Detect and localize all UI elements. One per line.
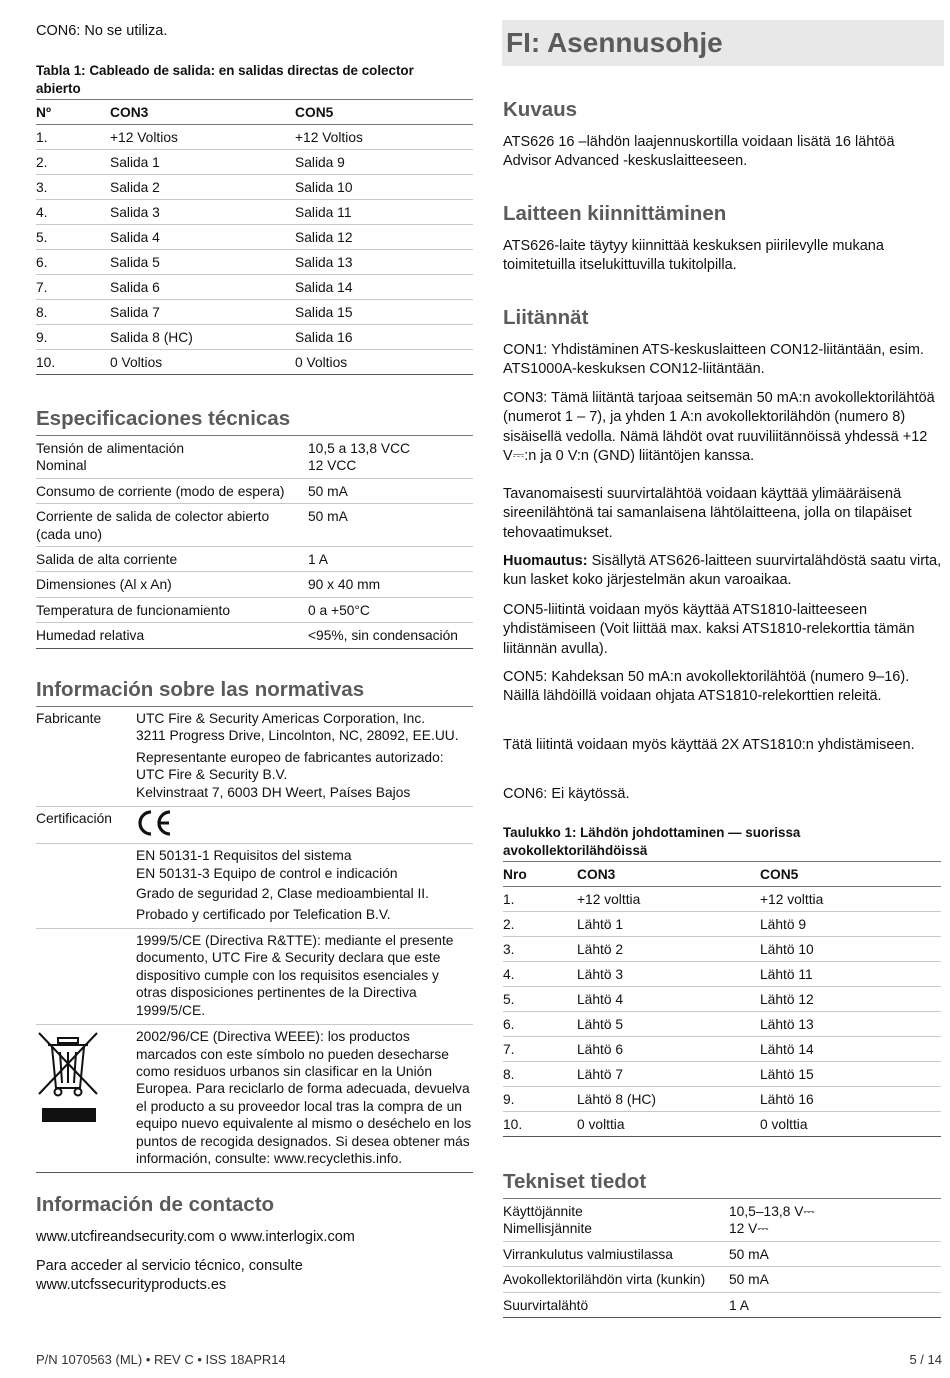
table-cell: 3. xyxy=(503,937,577,962)
contact-line: Para acceder al servicio técnico, consulte xyxy=(36,1258,303,1274)
table-cell: 0 volttia xyxy=(760,1112,941,1137)
table1-caption: Tabla 1: Cableado de salida: en salidas directas de colector abierto xyxy=(36,63,414,96)
con5c-text: Tätä liitintä voidaan myös käyttää 2X ATS1810:n yhdistämiseen. xyxy=(503,737,915,753)
table-cell: 0 volttia xyxy=(577,1112,760,1137)
spec-value-line: 12 VCC xyxy=(308,458,357,474)
norms-table xyxy=(36,706,473,1173)
table-row xyxy=(503,1112,941,1137)
standards-value xyxy=(136,844,473,929)
table-cell: Salida 3 xyxy=(110,200,295,225)
table-cell: Salida 7 xyxy=(110,300,295,325)
table-row xyxy=(36,200,473,225)
table-cell: Lähtö 16 xyxy=(760,1087,941,1112)
spec-key-line: Nominal xyxy=(36,458,87,474)
specs-heading: Especificaciones técnicas xyxy=(36,407,291,430)
table-cell: Lähtö 11 xyxy=(760,962,941,987)
ce-mark-icon xyxy=(136,809,174,837)
rtte-row xyxy=(36,929,473,1025)
spec-value xyxy=(729,1292,941,1317)
fi-specs-heading: Tekniset tiedot xyxy=(503,1170,647,1193)
spec-row xyxy=(36,436,473,479)
tested-line: Probado y certificado por Telefication B.V. xyxy=(136,906,391,922)
manufacturer-row xyxy=(36,707,473,807)
table-cell: Lähtö 9 xyxy=(760,912,941,937)
table-cell: 7. xyxy=(503,1037,577,1062)
spec-row xyxy=(36,547,473,572)
spec-key-line: Corriente de salida de colector abierto xyxy=(36,509,270,525)
certification-label: Certificación xyxy=(36,807,136,844)
connections-heading: Liitännät xyxy=(503,306,589,329)
contact-line: www.utcfireandsecurity.com o www.interlogix.com xyxy=(36,1229,355,1245)
table-cell: Lähtö 1 xyxy=(577,912,760,937)
manufacturer-line: UTC Fire & Security Americas Corporation, Inc. xyxy=(136,711,426,726)
table-cell: Lähtö 4 xyxy=(577,987,760,1012)
table-cell: 4. xyxy=(503,962,577,987)
spec-key-line: Temperatura de funcionamiento xyxy=(36,602,231,618)
table-row xyxy=(36,125,473,150)
spec-value xyxy=(308,547,473,572)
table-cell: 6. xyxy=(503,1012,577,1037)
spec-value xyxy=(308,478,473,503)
table-cell: +12 volttia xyxy=(760,887,941,912)
note-label: Huomautus: xyxy=(503,553,588,569)
manufacturer-line: 3211 Progress Drive, Lincolnton, NC, 28092, EE.UU. xyxy=(136,728,459,744)
table-row xyxy=(36,250,473,275)
contact-line: www.utcfssecurityproducts.es xyxy=(36,1277,227,1293)
con3-text: CON3: Tämä liitäntä tarjoaa seitsemän 50 mA:n avokollektorilähtöä (numerot 1 – 7), ja yhden 1 A:n avokollektorilähdön (numero 8) sisäisellä vedolla. Nämä lähdöt ovat ruuviliitännöissä yhdessä +12 V⎓:n ja 0 V:n (GND) liitäntöjen kanssa. xyxy=(503,390,935,465)
spec-value xyxy=(308,572,473,597)
weee-row xyxy=(36,1025,473,1173)
table-cell: Salida 10 xyxy=(295,175,473,200)
table-row xyxy=(36,175,473,200)
norms-heading: Información sobre las normativas xyxy=(36,678,365,701)
spec-key-line: Käyttöjännite xyxy=(503,1204,583,1219)
spec-value-line: 50 mA xyxy=(729,1246,769,1262)
col-header: Nº xyxy=(36,100,110,125)
ce-mark-cell xyxy=(136,807,473,844)
rep-line: Kelvinstraat 7, 6003 DH Weert, Países Bajos xyxy=(136,784,411,800)
table-row xyxy=(36,350,473,375)
table-cell: 3. xyxy=(36,175,110,200)
table-cell: Lähtö 6 xyxy=(577,1037,760,1062)
footer-part-number: P/N 1070563 (ML) • REV C • ISS 18APR14 xyxy=(36,1352,286,1367)
rep-line: Representante europeo de fabricantes autorizado: xyxy=(136,749,444,765)
table-cell: 9. xyxy=(36,325,110,350)
table-cell: Salida 8 (HC) xyxy=(110,325,295,350)
spec-key xyxy=(36,623,308,648)
con5a-text: CON5-liitintä voidaan myös käyttää ATS1810-laitteeseen yhdistämiseen (Voit liittää max. kaksi ATS1810-relekorttia tämän liitännän avulla). xyxy=(503,602,915,657)
table-cell: +12 volttia xyxy=(577,887,760,912)
spec-key xyxy=(503,1267,729,1292)
table-cell: Salida 16 xyxy=(295,325,473,350)
spec-key xyxy=(36,597,308,622)
table-header-row xyxy=(36,100,473,125)
con1-text: CON1: Yhdistäminen ATS-keskuslaitteen CON12-liitäntään, esim. ATS1000A-keskuksen CON12-liitäntään. xyxy=(503,342,924,378)
spec-row xyxy=(36,478,473,503)
spec-key xyxy=(36,547,308,572)
specs-table xyxy=(36,435,473,649)
grade-line: Grado de seguridad 2, Clase medioambiental II. xyxy=(136,886,429,902)
table-row xyxy=(36,150,473,175)
con3b-text: Tavanomaisesti suurvirtalähtöä voidaan käyttää ylimääräisenä sireenilähtönä tai samanlaisena lähtölaitteena, jolla on tilapäiset tehovaatimukset. xyxy=(503,486,912,541)
fi-specs-table xyxy=(503,1198,941,1318)
spec-value-line: 50 mA xyxy=(308,483,348,499)
spec-row xyxy=(503,1241,941,1266)
spec-key xyxy=(36,436,308,479)
table-row xyxy=(36,275,473,300)
table-cell: 5. xyxy=(36,225,110,250)
kuvaus-text: ATS626 16 –lähdön laajennuskortilla voidaan lisätä 16 lähtöä Advisor Advanced -keskuslaitteeseen. xyxy=(503,134,895,170)
table-cell: Salida 12 xyxy=(295,225,473,250)
col-header: CON5 xyxy=(760,862,941,887)
table-cell: Salida 5 xyxy=(110,250,295,275)
spec-key-line: Virrankulutus valmiustilassa xyxy=(503,1246,673,1262)
note-paragraph xyxy=(503,552,943,591)
table-cell: 9. xyxy=(503,1087,577,1112)
spec-value-line: 50 mA xyxy=(729,1272,769,1288)
table-cell: +12 Voltios xyxy=(295,125,473,150)
crossed-bin-icon xyxy=(36,1030,136,1132)
con5b-text: CON5: Kahdeksan 50 mA:n avokollektorilähtöä (numero 9–16). Näillä lähdöillä voidaan ohjata ATS1810-relekorttien releitä. xyxy=(503,669,910,705)
table-cell: Lähtö 8 (HC) xyxy=(577,1087,760,1112)
table-cell: Salida 15 xyxy=(295,300,473,325)
table-cell: 7. xyxy=(36,275,110,300)
col-header: CON3 xyxy=(577,862,760,887)
spec-value-line: 10,5 a 13,8 VCC xyxy=(308,441,411,456)
col-header: CON3 xyxy=(110,100,295,125)
spec-key-line: Dimensiones (Al x An) xyxy=(36,577,172,593)
table-cell: Lähtö 3 xyxy=(577,962,760,987)
col-header: Nro xyxy=(503,862,577,887)
manufacturer-label: Fabricante xyxy=(36,707,136,807)
spec-value xyxy=(308,436,473,479)
standards-row xyxy=(36,844,473,929)
spec-key xyxy=(36,572,308,597)
manufacturer-value xyxy=(136,707,473,807)
con6-text: CON6: Ei käytössä. xyxy=(503,786,630,802)
contact-heading: Información de contacto xyxy=(36,1193,275,1216)
table-cell: +12 Voltios xyxy=(110,125,295,150)
table-cell: 4. xyxy=(36,200,110,225)
spec-row xyxy=(36,504,473,547)
spec-key-line: Consumo de corriente (modo de espera) xyxy=(36,483,285,499)
table-cell: 5. xyxy=(503,987,577,1012)
spec-value xyxy=(729,1199,941,1242)
spec-row xyxy=(503,1292,941,1317)
spec-value-line: 50 mA xyxy=(308,509,348,525)
spec-value-line: <95%, sin condensación xyxy=(308,628,458,644)
footer-page-number: 5 / 14 xyxy=(909,1352,942,1367)
spec-key xyxy=(503,1292,729,1317)
spec-key-line: Humedad relativa xyxy=(36,628,145,644)
table-cell: Salida 6 xyxy=(110,275,295,300)
weee-icon-cell xyxy=(36,1025,136,1173)
table-cell: Salida 13 xyxy=(295,250,473,275)
table-row xyxy=(36,225,473,250)
standard-line: EN 50131-1 Requisitos del sistema xyxy=(136,848,352,864)
fi-output-wiring-table xyxy=(503,861,941,1137)
table-cell: 1. xyxy=(503,887,577,912)
spec-key xyxy=(36,504,308,547)
spec-row xyxy=(503,1199,941,1242)
spec-row xyxy=(36,597,473,622)
table-cell: Salida 2 xyxy=(110,175,295,200)
output-wiring-table xyxy=(36,99,473,375)
spec-value xyxy=(729,1241,941,1266)
spec-value-line: 10,5–13,8 V⎓ xyxy=(729,1204,815,1219)
table-cell: Salida 4 xyxy=(110,225,295,250)
table-row xyxy=(503,912,941,937)
spec-value xyxy=(729,1267,941,1292)
col-header: CON5 xyxy=(295,100,473,125)
table-cell: Lähtö 12 xyxy=(760,987,941,1012)
table-cell: Lähtö 7 xyxy=(577,1062,760,1087)
spec-key-line: Tensión de alimentación xyxy=(36,441,185,456)
mount-text: ATS626-laite täytyy kiinnittää keskuksen piirilevylle mukana toimitetuilla itselukittuvilla tukitolpilla. xyxy=(503,238,884,274)
table-cell: Salida 14 xyxy=(295,275,473,300)
table-cell: 2. xyxy=(36,150,110,175)
table-row xyxy=(503,1087,941,1112)
spec-value xyxy=(308,597,473,622)
spec-key xyxy=(503,1241,729,1266)
spec-value-line: 1 A xyxy=(308,552,328,568)
spec-row xyxy=(36,623,473,648)
spec-key-line: (cada uno) xyxy=(36,526,102,542)
table-cell: Salida 1 xyxy=(110,150,295,175)
table-row xyxy=(503,987,941,1012)
weee-text: 2002/96/CE (Directiva WEEE): los productos marcados con este símbolo no pueden desecharse como residuos urbanos sin clasificar en la Unión Europea. Para reciclarlo de forma adecuada, devuelva el producto a su proveedor local tras la compra de un equipo nuevo equivalente al mismo o deséchelo en los puntos de recogida designados. Si desea obtener más información, consulte: www.recyclethis.info. xyxy=(136,1025,473,1173)
spec-key-line: Salida de alta corriente xyxy=(36,552,178,568)
table-row xyxy=(503,937,941,962)
table-cell: 10. xyxy=(36,350,110,375)
spec-value-line: 90 x 40 mm xyxy=(308,577,381,593)
note-text: Sisällytä ATS626-laitteen suurvirtalähdöstä saatu virta, kun lasket koko järjestelmän akun varoaikaa. xyxy=(503,553,942,589)
certification-row xyxy=(36,807,473,844)
spec-key xyxy=(36,478,308,503)
table-cell: 8. xyxy=(503,1062,577,1087)
spec-row xyxy=(503,1267,941,1292)
spec-key-line: Suurvirtalähtö xyxy=(503,1297,589,1313)
table-cell: 0 Voltios xyxy=(295,350,473,375)
table-cell: Lähtö 10 xyxy=(760,937,941,962)
table-cell: 2. xyxy=(503,912,577,937)
banner-title: FI: Asennusohje xyxy=(506,27,723,58)
fi-table1-caption: Taulukko 1: Lähdön johdottaminen — suorissa avokollektorilähdöissä xyxy=(503,825,801,858)
table-cell: Lähtö 2 xyxy=(577,937,760,962)
table-row xyxy=(503,1012,941,1037)
spec-key xyxy=(503,1199,729,1242)
table-cell: Lähtö 14 xyxy=(760,1037,941,1062)
spec-value xyxy=(308,504,473,547)
standard-line: EN 50131-3 Equipo de control e indicación xyxy=(136,865,398,881)
table-row xyxy=(36,300,473,325)
table-row xyxy=(503,1062,941,1087)
table-row xyxy=(503,887,941,912)
table-cell: 8. xyxy=(36,300,110,325)
table-cell: Lähtö 5 xyxy=(577,1012,760,1037)
spec-key-line: Avokollektorilähdön virta (kunkin) xyxy=(503,1272,706,1288)
table-cell: Lähtö 15 xyxy=(760,1062,941,1087)
spec-value xyxy=(308,623,473,648)
table-cell: Salida 11 xyxy=(295,200,473,225)
table-row xyxy=(503,962,941,987)
rtte-text: 1999/5/CE (Directiva R&TTE): mediante el presente documento, UTC Fire & Security declara que este dispositivo cumple con los requisitos esenciales y otras disposiciones pertinentes de la Directiva 1999/5/CE. xyxy=(136,929,473,1025)
spec-key-line: Nimellisjännite xyxy=(503,1221,592,1237)
rep-line: UTC Fire & Security B.V. xyxy=(136,767,288,783)
spec-row xyxy=(36,572,473,597)
con6-note: CON6: No se utiliza. xyxy=(36,23,168,39)
table-header-row xyxy=(503,862,941,887)
table-cell: 1. xyxy=(36,125,110,150)
spec-value-line: 12 V⎓ xyxy=(729,1221,769,1237)
table-cell: 6. xyxy=(36,250,110,275)
table-row xyxy=(503,1037,941,1062)
table-cell: Lähtö 13 xyxy=(760,1012,941,1037)
mount-heading: Laitteen kiinnittäminen xyxy=(503,202,727,225)
table-cell: 10. xyxy=(503,1112,577,1137)
table-row xyxy=(36,325,473,350)
table-cell: Salida 9 xyxy=(295,150,473,175)
section-banner xyxy=(502,20,944,66)
kuvaus-heading: Kuvaus xyxy=(503,98,578,121)
spec-value-line: 1 A xyxy=(729,1297,749,1313)
table-cell: 0 Voltios xyxy=(110,350,295,375)
spec-value-line: 0 a +50°C xyxy=(308,602,370,618)
